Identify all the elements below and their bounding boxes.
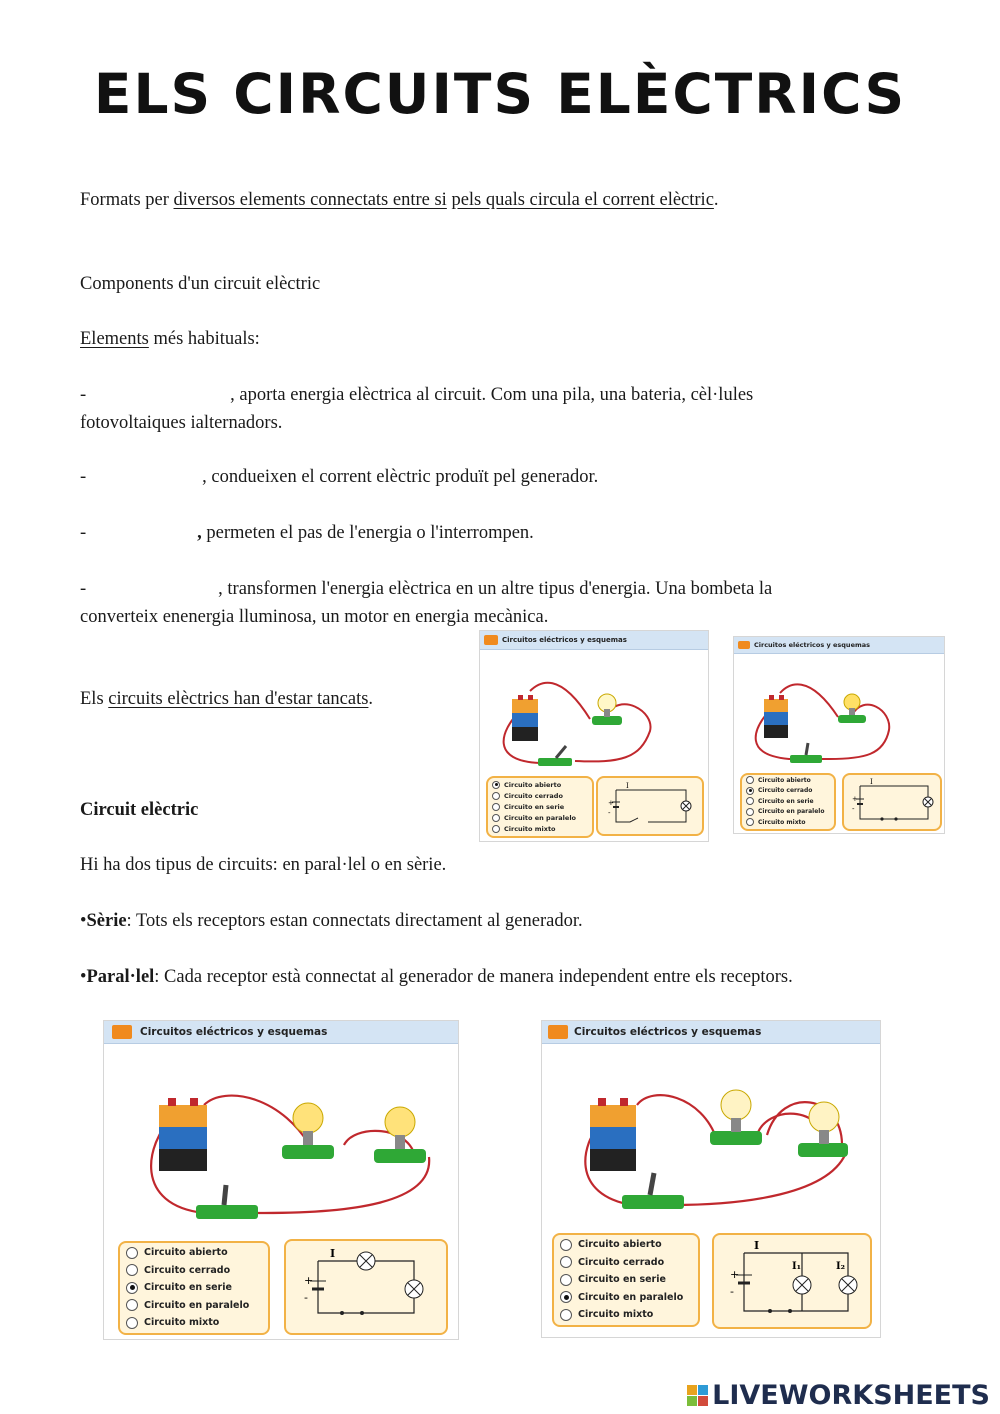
bullet: •	[80, 967, 87, 987]
current-label: I	[626, 782, 629, 790]
schematic-box	[842, 773, 942, 831]
option-open[interactable]	[488, 779, 592, 790]
current-label: I	[754, 1239, 760, 1252]
logo-text: LIVEWORKSHEETS	[712, 1380, 990, 1411]
parallel-circuit-illustration	[542, 1045, 880, 1235]
current-label: I	[870, 778, 873, 786]
radio-icon[interactable]	[126, 1264, 138, 1276]
minus-label: -	[608, 809, 611, 817]
plus-label: +	[304, 1274, 314, 1287]
current-i2-label: I₂	[836, 1261, 846, 1272]
schematic-box	[284, 1239, 448, 1335]
radio-selected-icon[interactable]	[126, 1282, 138, 1294]
parallel-schematic	[714, 1235, 870, 1327]
panel-header-text: Circuitos eléctricos y esquemas	[140, 1026, 328, 1038]
option-series[interactable]	[488, 801, 592, 812]
option-series[interactable]	[120, 1279, 268, 1297]
components-heading: Components d'un circuit elèctric	[80, 274, 321, 294]
closed-circuit-illustration	[734, 655, 944, 770]
radio-icon[interactable]	[560, 1239, 572, 1251]
circuit-heading: Circuit elèctric	[80, 800, 199, 820]
option-label: Circuito cerrado	[504, 791, 563, 800]
item-text: , condueixen el corrent elèctric produït pel generador.	[202, 467, 599, 487]
item-dash: -	[80, 523, 87, 543]
radio-icon[interactable]	[492, 792, 500, 800]
open-circuit-panel	[479, 630, 709, 842]
panel-header	[104, 1021, 458, 1044]
option-label: Circuito abierto	[504, 780, 562, 789]
item-generator-cont: fotovoltaiques ialternadors.	[80, 413, 283, 433]
closed-prefix: Els	[80, 689, 109, 709]
item-dash: -	[80, 579, 87, 599]
radio-icon[interactable]	[126, 1247, 138, 1259]
option-series[interactable]	[554, 1271, 698, 1289]
option-label: Circuito abierto	[578, 1239, 662, 1251]
option-parallel[interactable]	[554, 1289, 698, 1307]
option-label: Circuito cerrado	[758, 787, 813, 795]
series-circuit-illustration	[104, 1045, 458, 1235]
page-title: ELS CIRCUITS ELÈCTRICS	[93, 62, 907, 126]
option-label: Circuito cerrado	[578, 1256, 665, 1268]
parallel-circuit-panel	[541, 1020, 881, 1338]
current-label: I	[330, 1247, 336, 1260]
elements-line	[80, 325, 260, 353]
plus-label: +	[730, 1268, 740, 1281]
bullet: •	[80, 911, 87, 931]
intro-suffix: .	[713, 190, 719, 210]
option-label: Circuito mixto	[758, 818, 806, 826]
option-parallel[interactable]	[120, 1297, 268, 1315]
circuit-type-options	[486, 776, 594, 838]
parallel-line	[80, 963, 793, 991]
current-i1-label: I₁	[792, 1261, 802, 1272]
option-label: Circuito en serie	[758, 797, 814, 805]
item-receptors	[80, 575, 772, 603]
radio-icon[interactable]	[560, 1309, 572, 1321]
radio-icon[interactable]	[746, 818, 754, 826]
panel-logo-icon	[548, 1025, 568, 1039]
option-label: Circuito en serie	[504, 802, 565, 811]
circuit-type-options	[118, 1241, 270, 1335]
intro-underline-2: pels quals circula el corrent elèctric	[451, 190, 714, 210]
option-closed[interactable]	[742, 786, 834, 797]
panel-logo-icon	[484, 635, 498, 645]
serie-text: : Tots els receptors estan connectats directament al generador.	[126, 911, 583, 931]
types-line: Hi ha dos tipus de circuits: en paral·lel o en sèrie.	[80, 855, 447, 875]
radio-icon[interactable]	[746, 797, 754, 805]
plus-label: +	[608, 799, 614, 807]
radio-icon[interactable]	[492, 814, 500, 822]
option-mixed[interactable]	[488, 823, 592, 834]
liveworksheets-logo	[687, 1380, 990, 1411]
panel-header-text: Circuitos eléctricos y esquemas	[502, 636, 627, 644]
option-parallel[interactable]	[742, 807, 834, 818]
item-bold-comma: ,	[197, 523, 202, 543]
item-receptors-cont: converteix enenergia lluminosa, un motor en energia mecànica.	[80, 607, 549, 627]
minus-label: -	[852, 805, 855, 813]
option-parallel[interactable]	[488, 812, 592, 823]
closed-circuit-panel	[733, 636, 945, 834]
option-closed[interactable]	[120, 1262, 268, 1280]
option-open[interactable]	[120, 1244, 268, 1262]
radio-selected-icon[interactable]	[492, 781, 500, 789]
serie-label: Sèrie	[86, 911, 127, 931]
minus-label: -	[304, 1291, 308, 1304]
radio-icon[interactable]	[560, 1256, 572, 1268]
plus-label: +	[852, 795, 858, 803]
radio-selected-icon[interactable]	[560, 1291, 572, 1303]
closed-underline: circuits elèctrics han d'estar tancats	[108, 689, 369, 709]
intro-paragraph	[80, 186, 719, 214]
elements-label: Elements	[80, 329, 149, 349]
option-label: Circuito en paralelo	[504, 813, 577, 822]
option-closed[interactable]	[488, 790, 592, 801]
item-conductors	[80, 463, 598, 491]
panel-header	[542, 1021, 880, 1044]
option-mixed[interactable]	[120, 1314, 268, 1332]
radio-icon[interactable]	[746, 808, 754, 816]
option-closed[interactable]	[554, 1254, 698, 1272]
circuit-type-options	[552, 1233, 700, 1327]
item-dash: -	[80, 385, 87, 405]
closed-schematic	[844, 775, 940, 829]
panel-header	[480, 631, 708, 650]
open-circuit-illustration	[480, 651, 708, 776]
logo-tiles-icon	[687, 1385, 708, 1406]
intro-underline-1: diversos elements connectats entre si	[173, 190, 447, 210]
option-label: Circuito en paralelo	[758, 808, 825, 816]
radio-icon[interactable]	[492, 803, 500, 811]
elements-rest: més habituals:	[148, 329, 260, 349]
open-schematic	[598, 778, 702, 834]
option-label: Circuito abierto	[144, 1247, 228, 1259]
option-label: Circuito mixto	[504, 824, 556, 833]
closed-suffix: .	[368, 689, 374, 709]
option-open[interactable]	[554, 1236, 698, 1254]
option-label: Circuito en serie	[144, 1282, 232, 1294]
panel-header	[734, 637, 944, 654]
option-open[interactable]	[742, 775, 834, 786]
option-mixed[interactable]	[742, 817, 834, 828]
panel-logo-icon	[738, 641, 750, 649]
option-label: Circuito mixto	[144, 1317, 220, 1329]
intro-prefix: Formats per	[80, 190, 174, 210]
option-mixed[interactable]	[554, 1306, 698, 1324]
radio-icon[interactable]	[126, 1299, 138, 1311]
option-series[interactable]	[742, 796, 834, 807]
circuit-type-options	[740, 773, 836, 831]
item-dash: -	[80, 467, 87, 487]
serie-line	[80, 907, 583, 935]
minus-label: -	[730, 1285, 734, 1298]
parallel-text: : Cada receptor està connectat al generador de manera independent entre els receptors.	[154, 967, 793, 987]
radio-icon[interactable]	[126, 1317, 138, 1329]
option-label: Circuito cerrado	[144, 1264, 231, 1276]
radio-icon[interactable]	[492, 825, 500, 833]
item-generator	[80, 381, 753, 409]
panel-header-text: Circuitos eléctricos y esquemas	[574, 1026, 762, 1038]
item-text: , aporta energia elèctrica al circuit. Com una pila, una bateria, cèl·lules	[230, 385, 754, 405]
item-controls	[80, 519, 534, 547]
series-schematic	[286, 1241, 446, 1333]
radio-selected-icon[interactable]	[746, 787, 754, 795]
panel-header-text: Circuitos eléctricos y esquemas	[754, 641, 871, 649]
series-circuit-panel	[103, 1020, 459, 1340]
option-label: Circuito en paralelo	[144, 1299, 250, 1311]
option-label: Circuito en paralelo	[578, 1291, 684, 1303]
schematic-box	[712, 1233, 872, 1329]
schematic-box	[596, 776, 704, 836]
item-text: , transformen l'energia elèctrica en un altre tipus d'energia. Una bombeta la	[218, 579, 773, 599]
parallel-label: Paral·lel	[86, 967, 155, 987]
panel-logo-icon	[112, 1025, 132, 1039]
closed-circuit-line	[80, 685, 373, 713]
item-text: permeten el pas de l'energia o l'interrompen.	[201, 523, 534, 543]
radio-icon[interactable]	[746, 776, 754, 784]
option-label: Circuito abierto	[758, 776, 811, 784]
radio-icon[interactable]	[560, 1274, 572, 1286]
option-label: Circuito en serie	[578, 1274, 666, 1286]
option-label: Circuito mixto	[578, 1309, 654, 1321]
